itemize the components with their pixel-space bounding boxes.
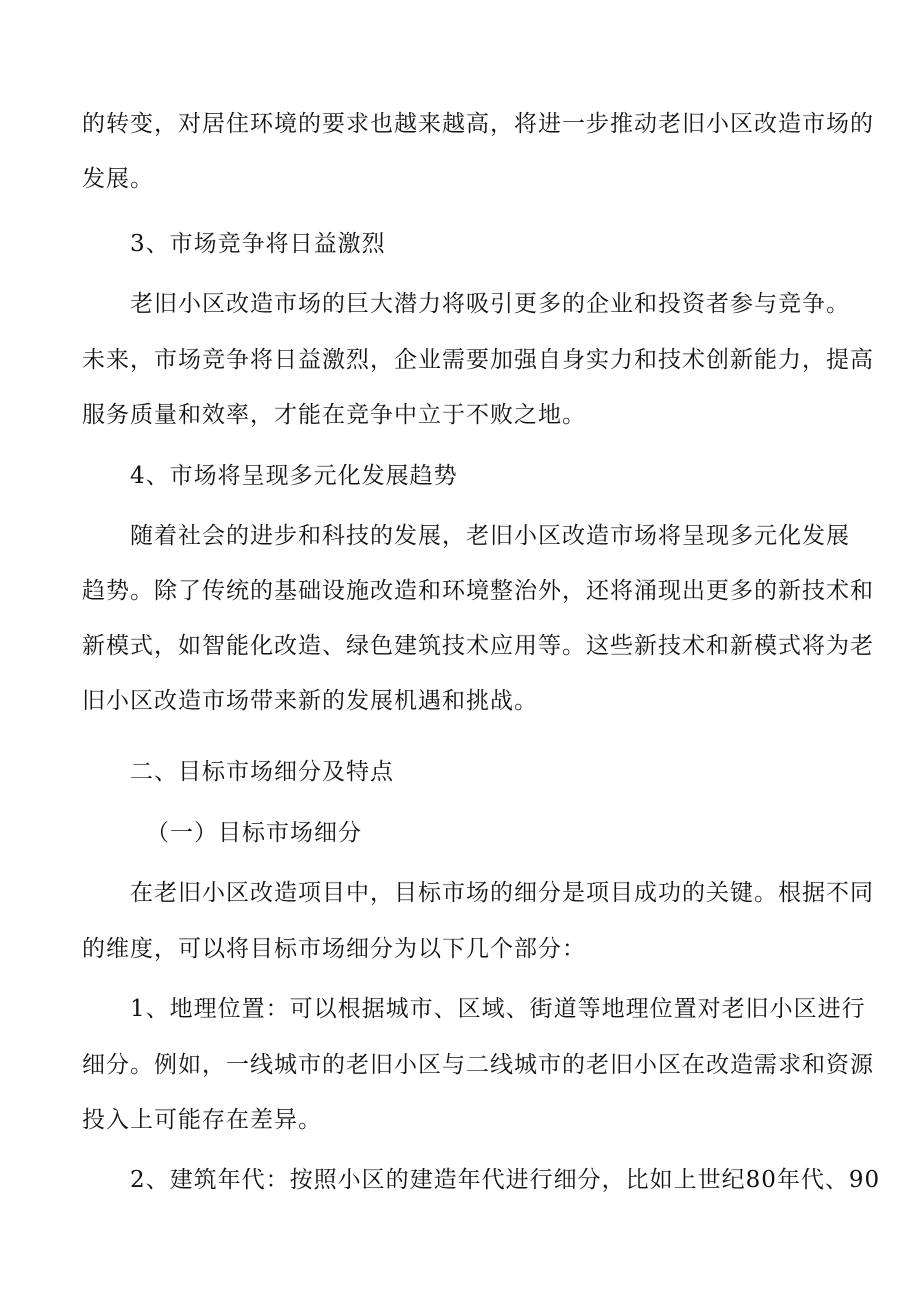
paragraph-line: 的转变，对居住环境的要求也越来越高，将进一步推动老旧小区改造市场的 [82,111,874,137]
paragraph-line: 随着社会的进步和科技的发展，老旧小区改造市场将呈现多元化发展 [130,523,850,549]
paragraph-line: 老旧小区改造市场的巨大潜力将吸引更多的企业和投资者参与竞争。 [130,291,850,317]
paragraph-line: 趋势。除了传统的基础设施改造和环境整治外，还将涌现出更多的新技术和 [82,578,874,604]
section-heading-4: 4、市场将呈现多元化发展趋势 [130,463,458,489]
paragraph-line: 旧小区改造市场带来新的发展机遇和挑战。 [82,688,538,714]
paragraph-line: 新模式，如智能化改造、绿色建筑技术应用等。这些新技术和新模式将为老 [82,633,874,659]
list-item-line: 1、地理位置：可以根据城市、区域、街道等地理位置对老旧小区进行 [130,996,866,1022]
paragraph-line: 未来，市场竞争将日益激烈，企业需要加强自身实力和技术创新能力，提高 [82,347,874,373]
list-item-line: 细分。例如，一线城市的老旧小区与二线城市的老旧小区在改造需求和资源 [82,1052,874,1078]
section-heading-2: 二、目标市场细分及特点 [130,759,394,785]
list-item-line: 投入上可能存在差异。 [82,1107,322,1133]
subsection-heading: （一）目标市场细分 [146,820,362,846]
section-heading-3: 3、市场竞争将日益激烈 [130,231,386,257]
paragraph-line: 服务质量和效率，才能在竞争中立于不败之地。 [82,402,586,428]
paragraph-line: 的维度，可以将目标市场细分为以下几个部分： [82,936,586,962]
list-item-line: 2、建筑年代：按照小区的建造年代进行细分，比如上世纪80年代、90 [130,1167,881,1193]
paragraph-line: 发展。 [82,166,154,192]
paragraph-line: 在老旧小区改造项目中，目标市场的细分是项目成功的关键。根据不同 [130,880,874,906]
